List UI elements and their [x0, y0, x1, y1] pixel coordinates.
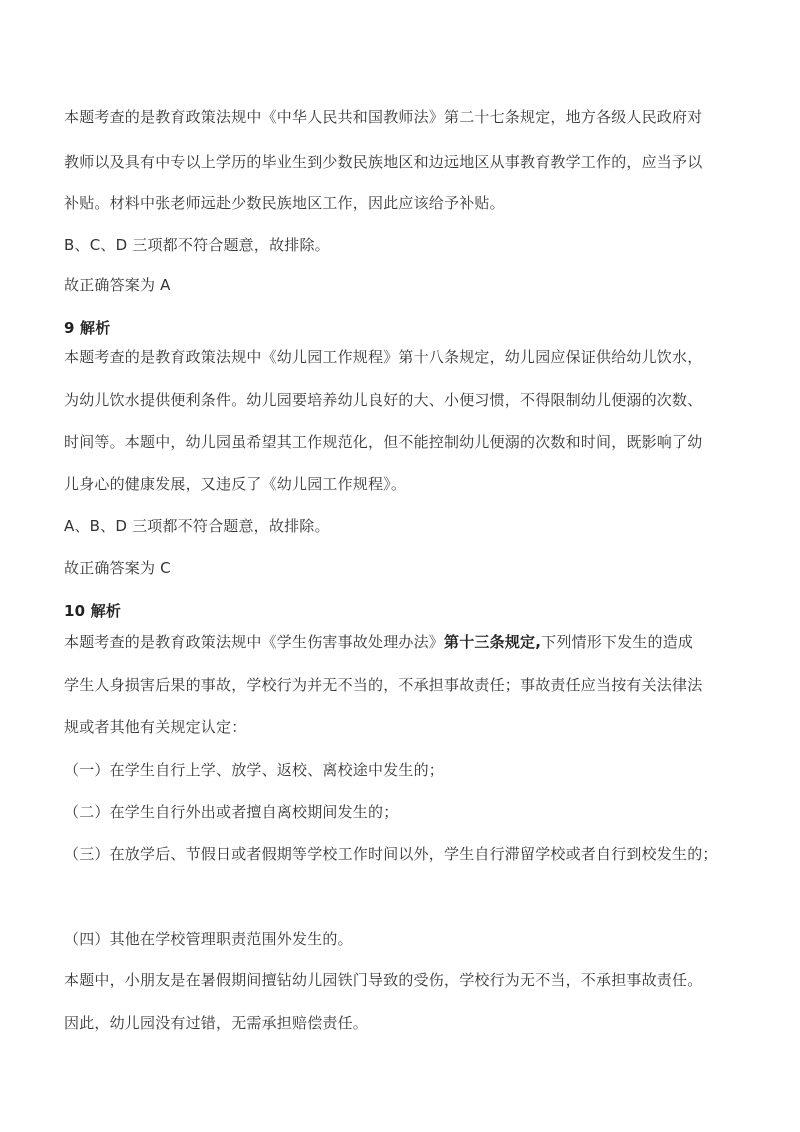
- section10-line1-bold: 第十三条规定,: [444, 633, 542, 651]
- section8-text-line-2: 教师以及具有中专以上学历的毕业生到少数民族地区和边远地区从事教育教学工作的，应当予以: [64, 153, 703, 171]
- section10-list-item-3: （三）在放学后、节假日或者假期等学校工作时间以外，学生自行滞留学校或者自行到校发生的；: [64, 845, 718, 863]
- section10-text-line-2: 学生人身损害后果的事故，学校行为并无不当的，不承担事故责任；事故责任应当按有关法律法: [64, 676, 703, 694]
- section9-text-line-2: 为幼儿饮水提供便利条件。幼儿园要培养幼儿良好的大、小便习惯，不得限制幼儿便溺的次数、: [64, 391, 703, 409]
- section10-text-line-3: 规或者其他有关规定认定：: [64, 718, 247, 736]
- section10-text-line-1: [64, 632, 693, 652]
- section8-answer-text: 故正确答案为 A: [64, 276, 171, 294]
- section9-answer-text: 故正确答案为 C: [64, 559, 171, 577]
- section10-list-item-4: （四）其他在学校管理职责范围外发生的。: [64, 930, 353, 948]
- section10-line1-post: 下列情形下发生的造成: [541, 633, 694, 651]
- section9-exclude-text: A、B、D 三项都不符合题意，故排除。: [64, 517, 330, 535]
- section9-text-line-3: 时间等。本题中，幼儿园虽希望其工作规范化，但不能控制幼儿便溺的次数和时间，既影响了幼: [64, 433, 703, 451]
- section10-heading: 10 解析: [64, 602, 122, 620]
- section9-text-line-1: 本题考查的是教育政策法规中《幼儿园工作规程》第十八条规定，幼儿园应保证供给幼儿饮水，: [64, 348, 703, 366]
- section8-text-line-1: 本题考查的是教育政策法规中《中华人民共和国教师法》第二十七条规定，地方各级人民政府对: [64, 108, 703, 126]
- section9-heading: 9 解析: [64, 319, 111, 337]
- section8-exclude-text: B、C、D 三项都不符合题意，故排除。: [64, 236, 330, 254]
- section10-line1-pre: 本题考查的是教育政策法规中《学生伤害事故处理办法》: [64, 633, 445, 651]
- section10-list-item-1: （一）在学生自行上学、放学、返校、离校途中发生的；: [64, 761, 445, 779]
- section8-text-line-3: 补贴。材料中张老师远赴少数民族地区工作，因此应该给予补贴。: [64, 194, 505, 212]
- section10-conclusion-line-2: 因此，幼儿园没有过错，无需承担赔偿责任。: [64, 1014, 369, 1032]
- section10-list-item-2: （二）在学生自行外出或者擅自离校期间发生的；: [64, 803, 399, 821]
- section9-text-line-4: 儿身心的健康发展，又违反了《幼儿园工作规程》。: [64, 475, 407, 493]
- section10-conclusion-line-1: 本题中，小朋友是在暑假期间擅钻幼儿园铁门导致的受伤，学校行为无不当，不承担事故责任。: [64, 971, 703, 989]
